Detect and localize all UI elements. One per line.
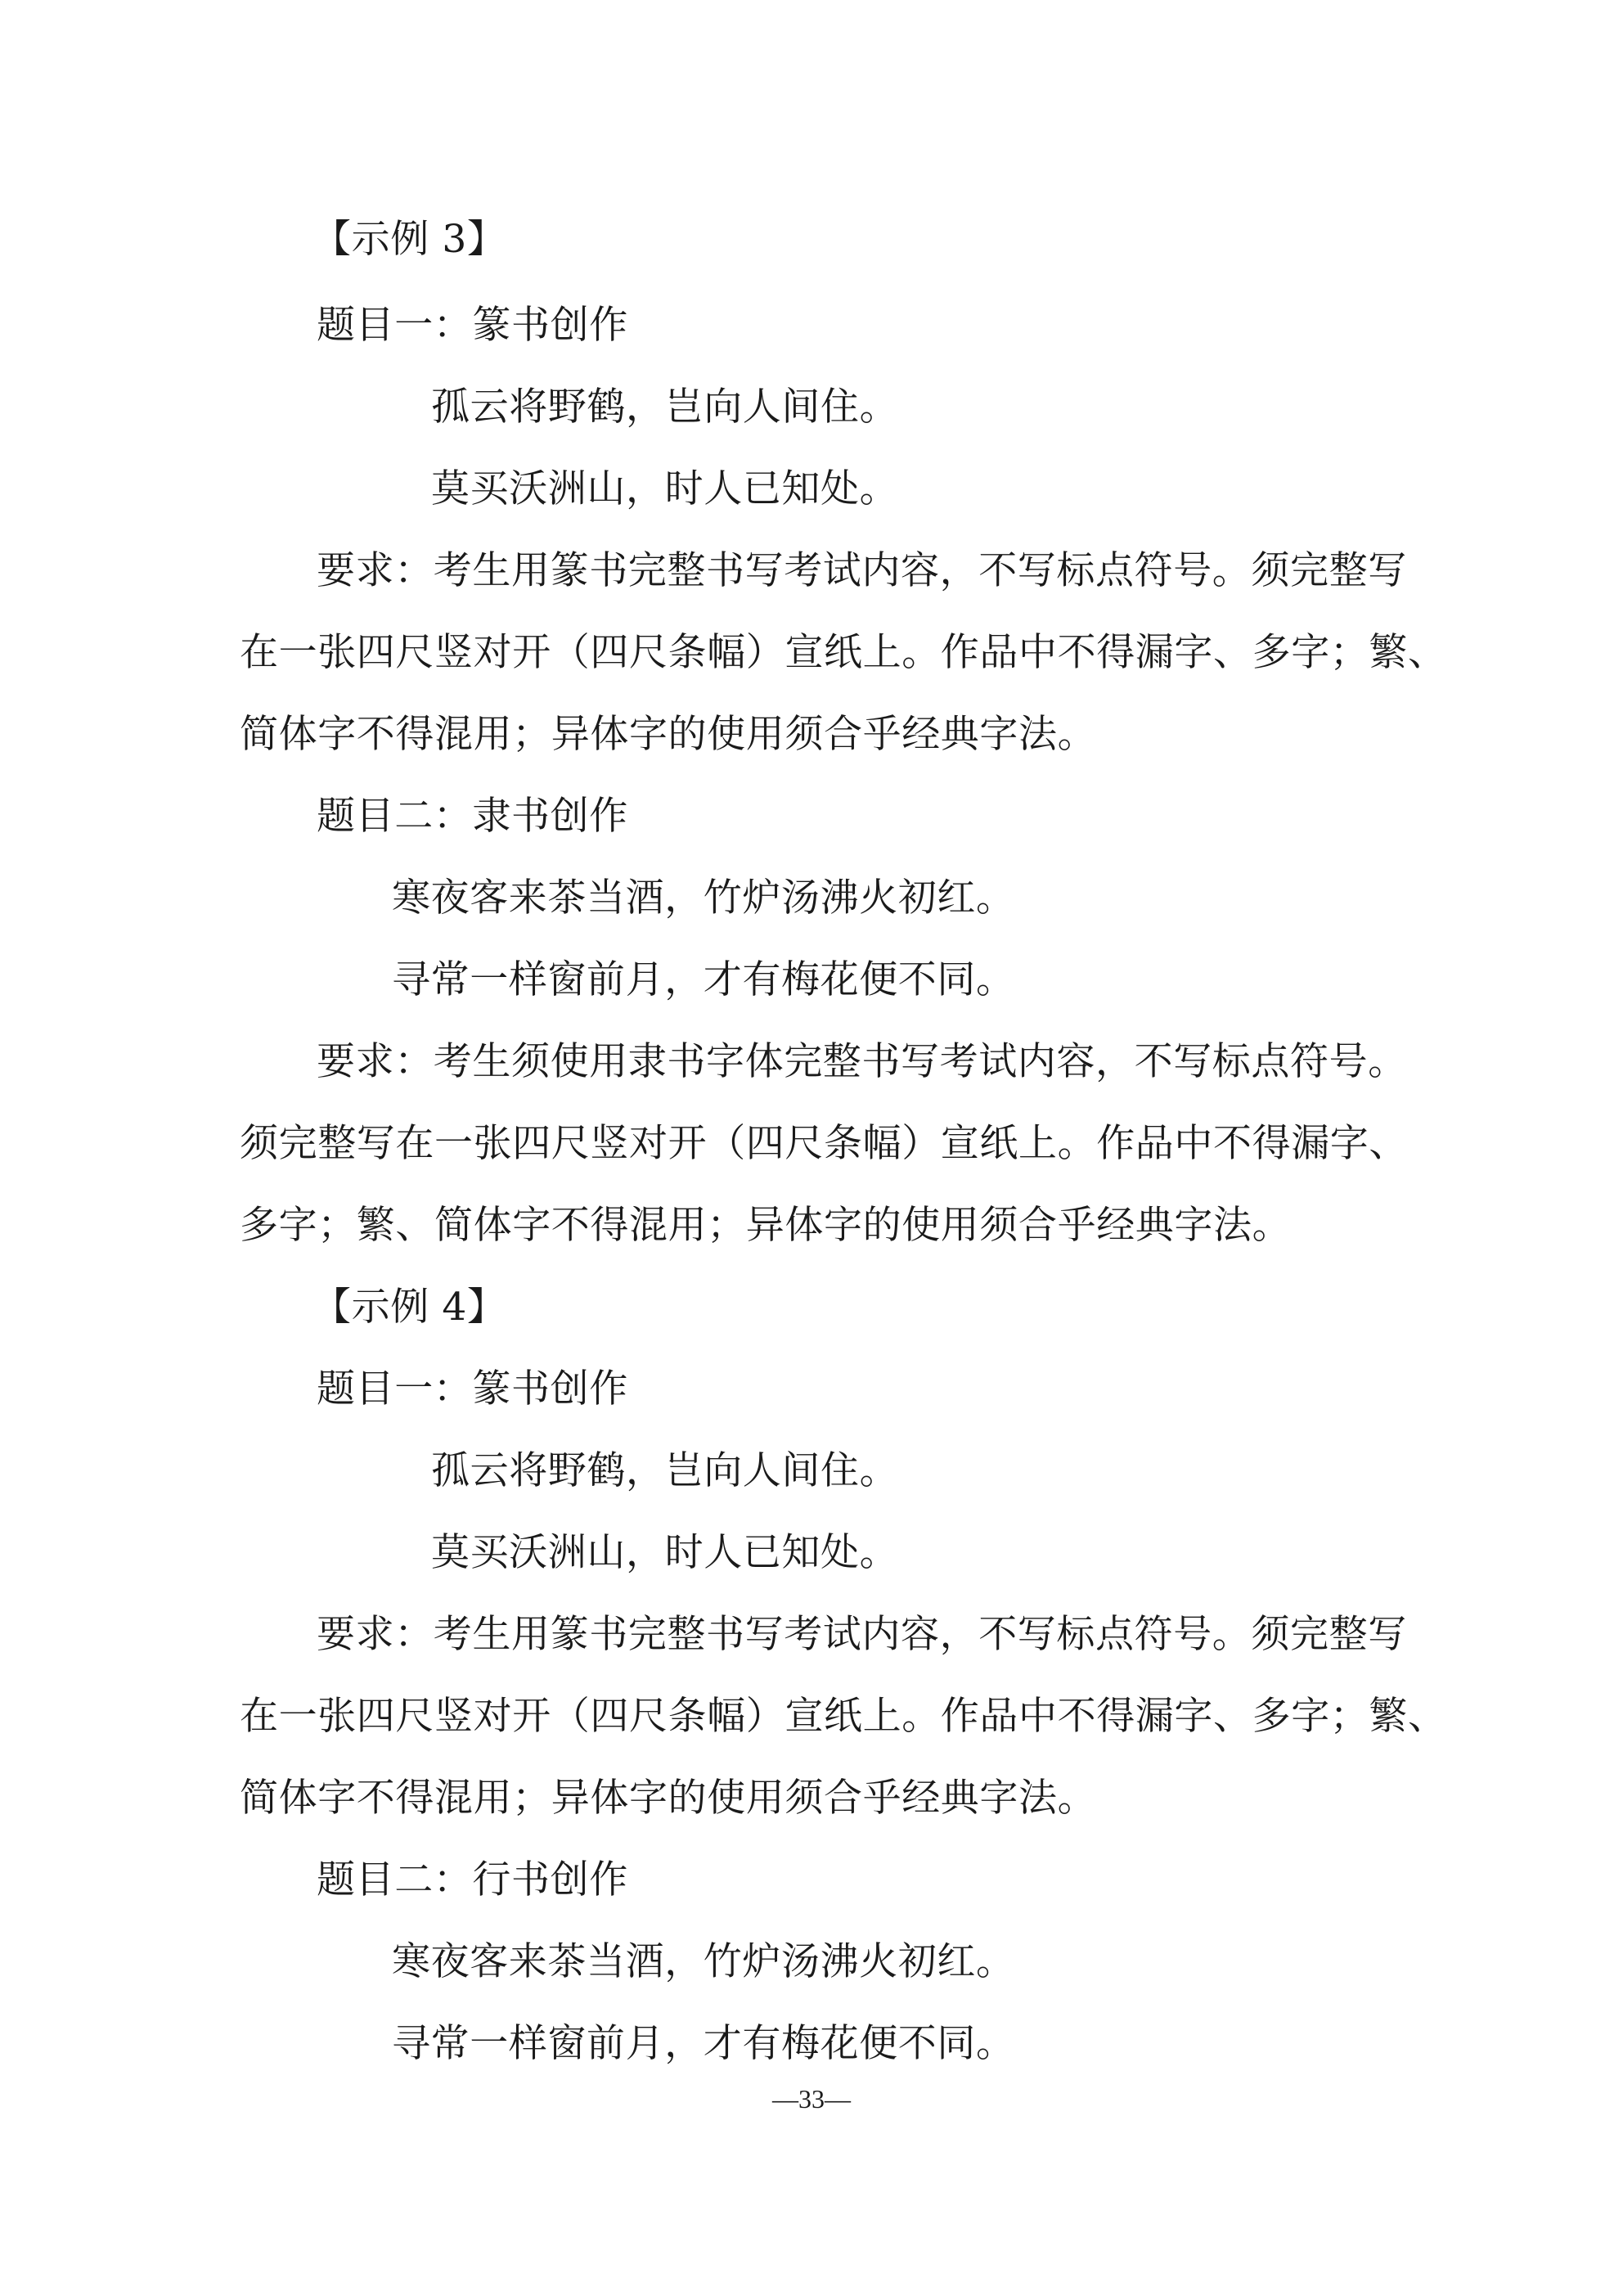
example-4-topic-2-poem-line-2: 寻常一样窗前月，才有梅花便不同。 (392, 2021, 1015, 2066)
example-4-topic-1-poem-line-1: 孤云将野鹤，岂向人间住。 (431, 1448, 899, 1493)
example-3-topic-1-requirement-line-1: 要求：考生用篆书完整书写考试内容，不写标点符号。须完整写 (317, 548, 1407, 593)
example-3-topic-2-title: 题目二：隶书创作 (317, 794, 628, 839)
page-number: —33— (772, 2084, 851, 2114)
example-4-topic-2-title: 题目二：行书创作 (317, 1857, 628, 1902)
example-3-topic-1-poem-line-2: 莫买沃洲山，时人已知处。 (431, 466, 899, 511)
example-3-topic-2-poem-line-2: 寻常一样窗前月，才有梅花便不同。 (392, 957, 1015, 1002)
example-4-header: 【示例 4】 (312, 1285, 506, 1330)
example-4-topic-1-requirement-line-1: 要求：考生用篆书完整书写考试内容，不写标点符号。须完整写 (317, 1612, 1407, 1657)
example-3-topic-2-requirement-line-1: 要求：考生须使用隶书字体完整书写考试内容，不写标点符号。 (317, 1039, 1407, 1084)
example-4-topic-1-poem-line-2: 莫买沃洲山，时人已知处。 (431, 1530, 899, 1575)
example-3-topic-1-requirement-line-2: 在一张四尺竖对开（四尺条幅）宣纸上。作品中不得漏字、多字；繁、 (240, 630, 1447, 675)
example-3-header: 【示例 3】 (312, 217, 506, 262)
example-3-topic-2-requirement-line-2: 须完整写在一张四尺竖对开（四尺条幅）宣纸上。作品中不得漏字、 (240, 1121, 1408, 1166)
example-3-topic-2-requirement-line-3: 多字；繁、简体字不得混用；异体字的使用须合乎经典字法。 (240, 1203, 1292, 1248)
example-4-topic-1-title: 题目一：篆书创作 (317, 1366, 628, 1411)
example-4-topic-1-requirement-line-2: 在一张四尺竖对开（四尺条幅）宣纸上。作品中不得漏字、多字；繁、 (240, 1694, 1447, 1739)
example-3-topic-1-title: 题目一：篆书创作 (317, 303, 628, 348)
example-3-topic-2-poem-line-1: 寒夜客来茶当酒，竹炉汤沸火初红。 (392, 876, 1015, 921)
example-4-topic-1-requirement-line-3: 简体字不得混用；异体字的使用须合乎经典字法。 (240, 1776, 1097, 1821)
example-4-topic-2-poem-line-1: 寒夜客来茶当酒，竹炉汤沸火初红。 (392, 1939, 1015, 1984)
example-3-topic-1-requirement-line-3: 简体字不得混用；异体字的使用须合乎经典字法。 (240, 712, 1097, 757)
example-3-topic-1-poem-line-1: 孤云将野鹤，岂向人间住。 (431, 385, 899, 430)
